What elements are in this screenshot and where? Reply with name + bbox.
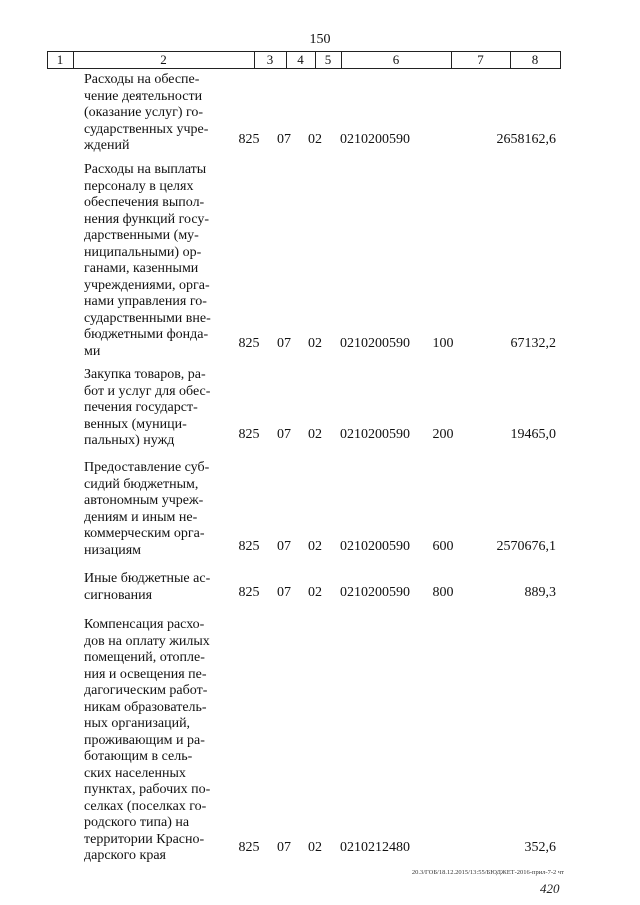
desc-line: пальных) нужд (84, 433, 175, 448)
desc-line: Расходы на обеспе- (84, 72, 200, 87)
desc-line: сударственными вне- (84, 310, 211, 326)
cell-expense-type: 600 (432, 539, 454, 554)
table-header-row (47, 51, 561, 69)
desc-line: дов на оплату жилых (84, 633, 210, 649)
cell-target-article: 0210200590 (340, 427, 410, 442)
desc-line: Компенсация расхо- (84, 617, 205, 632)
cell-target-article: 0210212480 (340, 840, 410, 855)
desc-line: сигнования (84, 587, 153, 603)
desc-line: ских населенных (84, 765, 186, 781)
desc-line: дениям и иным не- (84, 509, 198, 525)
handwritten-page-number: 420 (540, 881, 560, 896)
cell-expense-type: 800 (432, 585, 454, 600)
row-description (84, 460, 222, 559)
desc-line: территории Красно- (84, 831, 205, 847)
document-footer-code: 20.3/ГОБ/18.12.2015/13:55/БЮДЖЕТ-2016-прил-7-2 чт (411, 869, 564, 876)
desc-line: учреждениями, орга- (84, 277, 210, 293)
page-number: 150 (309, 32, 331, 47)
desc-line: дарского края (84, 848, 166, 863)
desc-line: Предоставление суб- (84, 460, 210, 475)
cell-ministry-code: 825 (238, 539, 260, 554)
cell-subsection: 02 (308, 132, 322, 147)
cell-expense-type: 200 (432, 427, 454, 442)
cell-ministry-code: 825 (238, 336, 260, 351)
desc-line: печения государст- (84, 400, 198, 415)
desc-line: Иные бюджетные ас- (84, 571, 211, 586)
desc-line: Расходы на выплаты (84, 162, 207, 177)
desc-line: чение деятельности (84, 88, 203, 104)
cell-section: 07 (277, 840, 291, 855)
cell-amount: 352,6 (524, 840, 556, 855)
cell-target-article: 0210200590 (340, 132, 410, 147)
cell-section: 07 (277, 427, 291, 442)
desc-line: бюджетными фонда- (84, 327, 209, 342)
header-col-3: 3 (266, 52, 274, 67)
desc-line: дарственными (му- (84, 228, 199, 243)
cell-section: 07 (277, 132, 291, 147)
desc-line: селках (поселках го- (84, 798, 207, 814)
desc-line: ботающим в сель- (84, 749, 193, 764)
cell-section: 07 (277, 585, 291, 600)
cell-amount: 2570676,1 (496, 539, 556, 554)
desc-line: низациям (84, 542, 142, 558)
cell-section: 07 (277, 539, 291, 554)
desc-line: (оказание услуг) го- (84, 105, 204, 120)
cell-section: 07 (277, 336, 291, 351)
cell-expense-type: 100 (432, 336, 454, 351)
header-divider (560, 52, 561, 68)
cell-subsection: 02 (308, 585, 322, 600)
desc-line: бот и услуг для обес- (84, 383, 211, 399)
header-col-4: 4 (297, 52, 304, 67)
desc-line: сидий бюджетным, (84, 476, 199, 492)
header-col-2: 2 (160, 52, 167, 67)
row-description (84, 72, 222, 155)
header-col-6: 6 (392, 52, 400, 67)
row-description (84, 367, 222, 450)
desc-line: никам образователь- (84, 699, 207, 715)
desc-line: автономным учреж- (84, 493, 204, 508)
cell-ministry-code: 825 (238, 132, 260, 147)
desc-line: ми (84, 343, 101, 359)
desc-line: ганами, казенными (84, 261, 199, 276)
desc-line: пунктах, рабочих по- (84, 782, 211, 797)
cell-subsection: 02 (308, 336, 322, 351)
cell-target-article: 0210200590 (340, 585, 410, 600)
desc-line: нения функций госу- (84, 211, 210, 227)
header-col-1: 1 (56, 52, 64, 67)
header-col-7: 7 (477, 52, 484, 67)
desc-line: ниципальными) ор- (84, 244, 202, 260)
desc-line: обеспечения выпол- (84, 195, 205, 210)
desc-line: Закупка товаров, ра- (84, 367, 206, 382)
desc-line: родского типа) на (84, 815, 190, 830)
desc-line: сударственных учре- (84, 121, 209, 137)
desc-line: персоналу в целях (84, 178, 194, 194)
desc-line: венных (муници- (84, 416, 187, 432)
cell-amount: 2658162,6 (496, 132, 556, 147)
cell-amount: 889,3 (524, 585, 556, 600)
header-col-5: 5 (324, 52, 332, 67)
cell-amount: 19465,0 (510, 427, 556, 442)
desc-line: ждений (84, 138, 130, 153)
desc-line: дагогическим работ- (84, 683, 208, 698)
cell-target-article: 0210200590 (340, 336, 410, 351)
cell-subsection: 02 (308, 539, 322, 554)
cell-target-article: 0210200590 (340, 539, 410, 554)
desc-line: коммерческим орга- (84, 526, 205, 541)
cell-subsection: 02 (308, 427, 322, 442)
desc-line: нами управления го- (84, 294, 207, 309)
cell-ministry-code: 825 (238, 840, 260, 855)
desc-line: ных организаций, (84, 716, 191, 731)
cell-amount: 67132,2 (510, 336, 556, 351)
desc-line: ния и освещения пе- (84, 666, 207, 682)
cell-ministry-code: 825 (238, 585, 260, 600)
header-col-8: 8 (531, 52, 539, 67)
desc-line: проживающим и ра- (84, 732, 205, 748)
desc-line: помещений, отопле- (84, 650, 205, 665)
cell-subsection: 02 (308, 840, 322, 855)
row-description (84, 162, 222, 360)
row-description (84, 617, 222, 865)
row-description (84, 571, 222, 604)
cell-ministry-code: 825 (238, 427, 260, 442)
